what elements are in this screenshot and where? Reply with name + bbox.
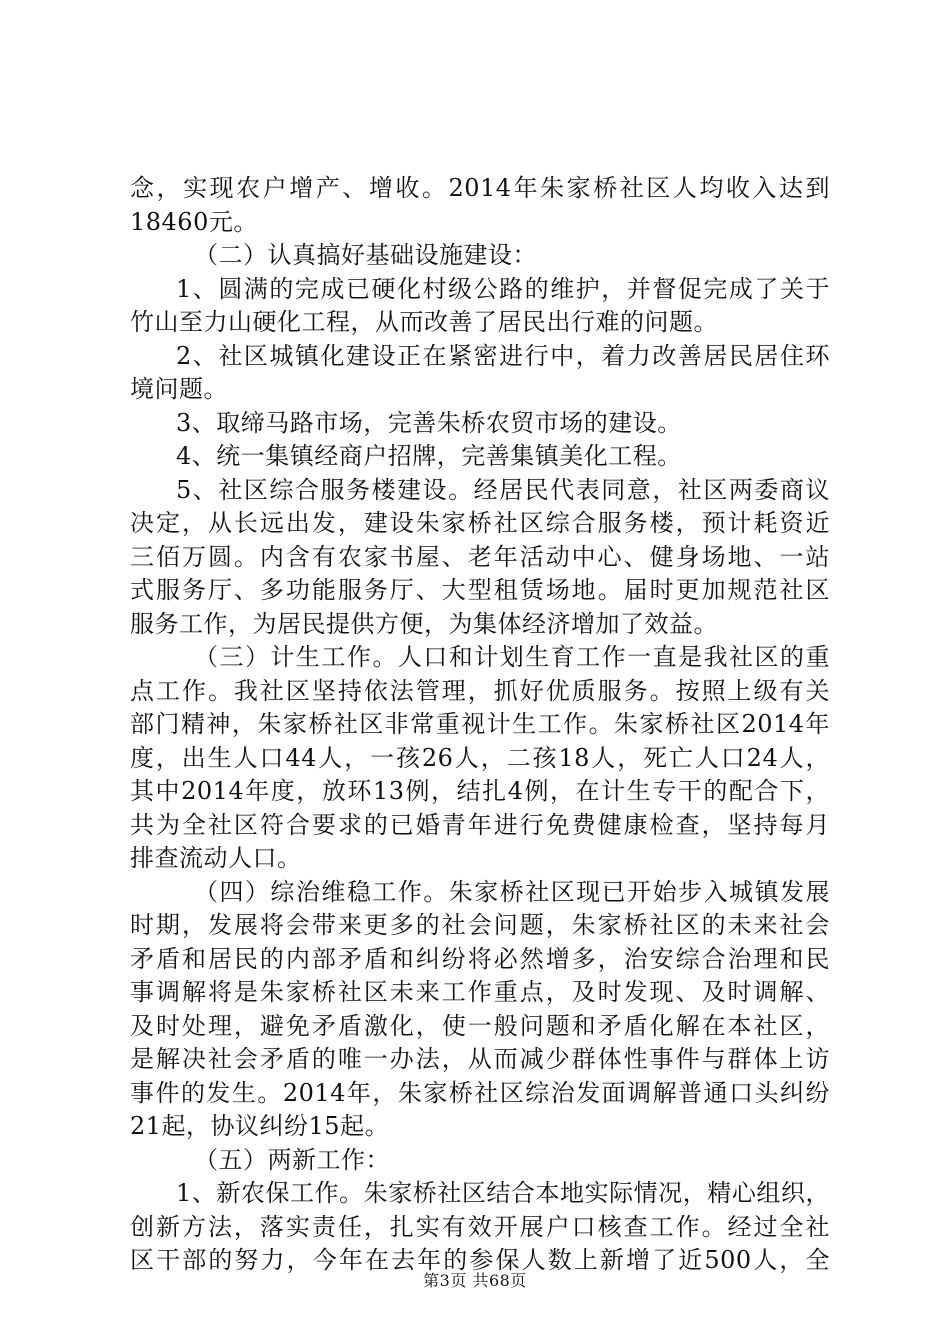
text-line: （三）计生工作。人口和计划生育工作一直是我社区的重 [194, 643, 830, 671]
text-line: 矛盾和居民的内部矛盾和纠纷将必然增多，治安综合治理和民 [130, 944, 830, 973]
text-line: （五）两新工作： [194, 1145, 390, 1174]
text-line: 三佰万圆。内含有农家书屋、老年活动中心、健身场地、一站 [130, 542, 830, 571]
text-line: 1、圆满的完成已硬化村级公路的维护，并督促完成了关于 [176, 274, 830, 303]
body-text [130, 172, 830, 1278]
text-line: 5、社区综合服务楼建设。经居民代表同意，社区两委商议 [176, 475, 830, 504]
text-line: 4、统一集镇经商户招牌，完善集镇美化工程。 [176, 442, 682, 470]
text-line: 时期，发展将会带来更多的社会问题，朱家桥社区的未来社会 [130, 911, 830, 939]
text-line: 式服务厅、多功能服务厅、大型租赁场地。届时更加规范社区 [130, 576, 830, 604]
text-line: 创新方法，落实责任，扎实有效开展户口核查工作。经过全社 [130, 1212, 830, 1241]
text-line: 境问题。 [130, 375, 228, 403]
text-line: 部门精神，朱家桥社区非常重视计生工作。朱家桥社区2014年 [130, 710, 830, 738]
text-line: 点工作。我社区坚持依法管理，抓好优质服务。按照上级有关 [130, 676, 830, 705]
text-line: 1、新农保工作。朱家桥社区结合本地实际情况，精心组织， [176, 1179, 830, 1207]
text-line: 竹山至力山硬化工程，从而改善了居民出行难的问题。 [130, 308, 718, 336]
text-line: （四）综治维稳工作。朱家桥社区现已开始步入城镇发展 [194, 877, 830, 906]
text-line: 事调解将是朱家桥社区未来工作重点，及时发现、及时调解、 [130, 978, 830, 1006]
text-line: 度，出生人口44人，一孩26人，二孩18人，死亡人口24人， [130, 743, 830, 772]
text-line: 3、取缔马路市场，完善朱桥农贸市场的建设。 [176, 408, 682, 437]
text-line: 其中2014年度，放环13例，结扎4例，在计生专干的配合下， [130, 777, 830, 805]
text-line: 决定，从长远出发，建设朱家桥社区综合服务楼，预计耗资近 [130, 509, 830, 537]
text-line: （二）认真搞好基础设施建设： [194, 241, 537, 269]
text-line: 2、社区城镇化建设正在紧密进行中，着力改善居民居住环 [176, 341, 830, 370]
text-line: 18460元。 [130, 207, 258, 236]
text-line: 共为全社区符合要求的已婚青年进行免费健康检查，坚持每月 [130, 810, 830, 839]
text-line: 服务工作，为居民提供方便，为集体经济增加了效益。 [130, 609, 718, 638]
text-line: 是解决社会矛盾的唯一办法，从而减少群体性事件与群体上访 [130, 1045, 830, 1073]
text-line: 念，实现农户增产、增收。2014年朱家桥社区人均收入达到 [130, 174, 830, 202]
page-footer: 第3页 共68页 [423, 1271, 527, 1290]
text-line: 及时处理，避免矛盾激化，使一般问题和矛盾化解在本社区， [130, 1011, 830, 1040]
text-line: 排查流动人口。 [130, 844, 302, 872]
text-line: 区干部的努力，今年在去年的参保人数上新增了近500人，全 [130, 1246, 830, 1274]
text-line: 21起，协议纠纷15起。 [130, 1112, 390, 1140]
text-line: 事件的发生。2014年，朱家桥社区综治发面调解普通口头纠纷 [130, 1078, 830, 1107]
